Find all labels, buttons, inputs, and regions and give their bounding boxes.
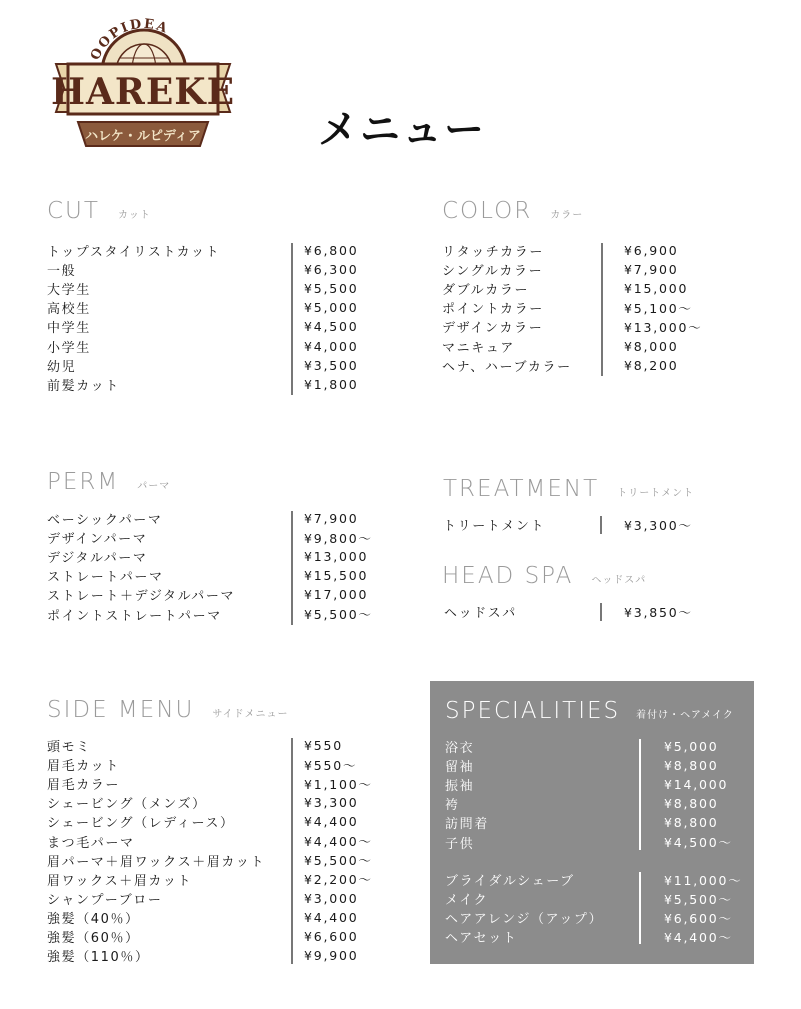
menu-item-name: ストレート＋デジタルパーマ — [47, 589, 236, 605]
specialities-divider-2 — [639, 872, 641, 944]
menu-row — [445, 889, 745, 908]
menu-item-name: シャンプーブロー — [47, 892, 163, 908]
salon-logo — [48, 14, 238, 152]
menu-item-name: デザインカラー — [442, 321, 544, 337]
color-section — [442, 198, 762, 375]
menu-row — [445, 737, 745, 756]
menu-row — [445, 813, 745, 832]
menu-row — [47, 528, 387, 547]
menu-item-price: ¥6,900 — [624, 243, 679, 259]
headspa-list — [442, 602, 762, 621]
specialities-divider-1 — [639, 739, 641, 850]
menu-item-price: ¥15,500 — [304, 568, 369, 584]
menu-row — [47, 604, 387, 623]
menu-item-name: トリートメント — [443, 519, 546, 535]
cut-divider — [291, 243, 293, 395]
menu-item-price: ¥4,500～ — [664, 835, 733, 851]
menu-row — [442, 602, 762, 621]
specialities-list-bridal — [445, 870, 745, 946]
menu-item-name: 留袖 — [445, 760, 475, 776]
menu-row — [47, 889, 387, 908]
menu-item-name: デザインパーマ — [47, 532, 148, 548]
cut-list — [47, 241, 387, 394]
menu-item-price: ¥13,000 — [304, 549, 369, 565]
treatment-heading-jp: トリートメント — [617, 488, 695, 499]
menu-item-name: 小学生 — [47, 340, 91, 356]
logo-sub-text: ハレケ・ルピディア — [85, 129, 201, 144]
cut-heading: CUT — [47, 198, 100, 224]
color-list — [442, 241, 762, 375]
menu-row — [445, 775, 745, 794]
menu-row — [47, 336, 387, 355]
menu-item-price: ¥3,300～ — [624, 517, 693, 533]
menu-item-price: ¥4,500 — [304, 319, 359, 335]
menu-item-name: 前髪カット — [47, 378, 120, 394]
menu-item-name: まつ毛パーマ — [47, 835, 135, 851]
menu-item-name: ポイントストレートパーマ — [47, 608, 222, 624]
menu-item-name: 子供 — [445, 836, 475, 852]
menu-row — [47, 298, 387, 317]
menu-item-name: ベーシックパーマ — [47, 513, 163, 529]
menu-item-price: ¥4,400 — [304, 909, 359, 925]
menu-item-price: ¥5,500～ — [664, 891, 733, 907]
logo-main-text: HAREKE — [50, 71, 236, 113]
menu-item-name: 訪問着 — [445, 817, 489, 833]
menu-item-name: ポイントカラー — [442, 302, 544, 318]
color-heading-jp: カラー — [550, 210, 584, 221]
menu-item-price: ¥5,100～ — [624, 300, 693, 316]
menu-item-price: ¥17,000 — [304, 587, 369, 603]
menu-item-price: ¥5,500～ — [304, 853, 373, 869]
perm-divider — [291, 511, 293, 625]
headspa-section — [442, 563, 762, 621]
menu-item-price: ¥4,400～ — [664, 929, 733, 945]
menu-row — [47, 870, 387, 889]
menu-item-price: ¥3,500 — [304, 357, 359, 373]
menu-item-price: ¥7,900 — [624, 262, 679, 278]
menu-item-name: シェービング（メンズ） — [47, 797, 207, 813]
menu-item-price: ¥6,600 — [304, 928, 359, 944]
menu-item-price: ¥550～ — [304, 757, 358, 773]
menu-item-name: 振袖 — [445, 779, 475, 795]
menu-row — [47, 547, 387, 566]
perm-heading-jp: パーマ — [137, 481, 171, 492]
menu-item-name: ブライダルシェーブ — [445, 874, 575, 890]
menu-item-name: 強髪（40％） — [47, 911, 140, 927]
menu-item-name: 強髪（110％） — [47, 950, 150, 966]
menu-item-name: 眉毛カラー — [47, 778, 121, 794]
specialities-heading-jp: 着付け・ヘアメイク — [636, 710, 734, 721]
menu-row — [445, 832, 745, 851]
specialities-heading: SPECIALITIES — [445, 698, 621, 724]
menu-row — [47, 260, 387, 279]
treatment-divider — [600, 516, 602, 534]
menu-item-name: ヘッドスパ — [444, 606, 517, 622]
menu-item-price: ¥8,800 — [664, 815, 719, 831]
side-menu-list — [47, 736, 387, 965]
menu-item-price: ¥11,000～ — [664, 872, 743, 888]
side-menu-divider — [291, 738, 293, 964]
menu-row — [445, 794, 745, 813]
menu-row — [47, 736, 387, 755]
menu-row — [47, 356, 387, 375]
menu-row — [47, 509, 387, 528]
menu-item-name: 頭モミ — [47, 740, 91, 756]
menu-item-price: ¥9,900 — [304, 948, 359, 964]
menu-item-name: ヘアセット — [445, 931, 518, 947]
perm-list — [47, 509, 387, 624]
menu-item-name: 浴衣 — [445, 741, 475, 757]
menu-item-name: 眉毛カット — [47, 759, 120, 775]
menu-row — [47, 317, 387, 336]
color-heading: COLOR — [442, 198, 533, 224]
menu-row — [445, 908, 745, 927]
menu-item-price: ¥5,000 — [304, 300, 359, 316]
menu-item-price: ¥1,100～ — [304, 776, 373, 792]
menu-item-price: ¥6,800 — [304, 243, 359, 259]
menu-row — [445, 870, 745, 889]
menu-row — [47, 585, 387, 604]
menu-item-name: シェービング（レディース） — [47, 816, 235, 832]
menu-item-name: リタッチカラー — [442, 245, 544, 261]
menu-item-price: ¥5,000 — [664, 739, 719, 755]
menu-item-price: ¥8,800 — [664, 758, 719, 774]
menu-row — [47, 851, 387, 870]
menu-item-price: ¥15,000 — [624, 281, 689, 297]
menu-item-price: ¥4,000 — [304, 338, 359, 354]
menu-item-name: ヘアアレンジ（アップ） — [445, 912, 604, 928]
menu-item-name: 眉ワックス＋眉カット — [47, 873, 193, 889]
headspa-divider — [600, 603, 602, 621]
perm-section — [47, 469, 387, 624]
menu-row — [445, 927, 745, 946]
menu-item-name: メイク — [445, 893, 489, 909]
menu-item-price: ¥6,600～ — [664, 910, 733, 926]
menu-item-name: 大学生 — [47, 283, 91, 299]
side-menu-heading-jp: サイドメニュー — [212, 709, 289, 720]
menu-item-price: ¥9,800～ — [304, 530, 373, 546]
headspa-heading: HEAD SPA — [442, 563, 574, 589]
treatment-list — [443, 515, 763, 534]
menu-item-price: ¥8,800 — [664, 796, 719, 812]
menu-item-name: デジタルパーマ — [47, 551, 148, 567]
menu-item-price: ¥5,500 — [304, 281, 359, 297]
menu-item-price: ¥4,400～ — [304, 834, 373, 850]
menu-item-name: シングルカラー — [442, 264, 544, 280]
treatment-section — [443, 476, 763, 534]
menu-item-price: ¥4,400 — [304, 814, 359, 830]
menu-item-price: ¥7,900 — [304, 511, 359, 527]
color-divider — [601, 243, 603, 376]
menu-item-name: 中学生 — [47, 321, 91, 337]
specialities-box — [430, 681, 754, 964]
menu-item-price: ¥3,000 — [304, 890, 359, 906]
menu-item-name: 高校生 — [47, 302, 91, 318]
menu-row — [443, 515, 763, 534]
menu-row — [47, 908, 387, 927]
menu-row — [47, 241, 387, 260]
menu-item-name: ヘナ、ハーブカラー — [442, 359, 572, 375]
menu-row — [47, 812, 387, 831]
menu-item-price: ¥3,300 — [304, 795, 359, 811]
menu-item-name: 一般 — [47, 264, 77, 280]
menu-row — [47, 774, 387, 793]
menu-item-price: ¥8,000 — [624, 338, 679, 354]
menu-row — [47, 946, 387, 965]
menu-row — [47, 831, 387, 850]
perm-heading: PERM — [47, 469, 120, 495]
side-menu-section — [47, 697, 387, 965]
menu-item-price: ¥550 — [304, 738, 344, 754]
menu-item-name: 幼児 — [47, 359, 77, 375]
menu-item-name: 袴 — [445, 798, 460, 814]
menu-item-name: マニキュア — [442, 340, 516, 356]
headspa-heading-jp: ヘッドスパ — [591, 575, 647, 586]
menu-item-price: ¥13,000～ — [624, 319, 703, 335]
menu-item-name: ストレートパーマ — [47, 570, 164, 586]
side-menu-heading: SIDE MENU — [47, 697, 195, 723]
menu-item-price: ¥14,000 — [664, 777, 729, 793]
menu-item-name: 強髪（60％） — [47, 930, 140, 946]
menu-item-price: ¥8,200 — [624, 357, 679, 373]
menu-row — [47, 793, 387, 812]
cut-section — [47, 198, 387, 394]
menu-item-name: 眉パーマ＋眉ワックス＋眉カット — [47, 854, 266, 870]
menu-item-price: ¥3,850～ — [624, 604, 693, 620]
menu-item-name: トップスタイリストカット — [47, 245, 221, 261]
cut-heading-jp: カット — [117, 210, 151, 221]
menu-item-price: ¥5,500～ — [304, 607, 373, 623]
menu-row — [47, 566, 387, 585]
menu-item-price: ¥6,300 — [304, 262, 359, 278]
menu-row — [445, 756, 745, 775]
menu-row — [47, 375, 387, 394]
page-title: メニュー — [318, 106, 486, 153]
menu-item-name: ダブルカラー — [442, 283, 530, 299]
treatment-heading: TREATMENT — [443, 476, 600, 502]
menu-row — [47, 279, 387, 298]
menu-item-price: ¥1,800 — [304, 376, 359, 392]
menu-item-price: ¥2,200～ — [304, 872, 373, 888]
specialities-list-kimono — [445, 737, 745, 852]
logo-arc-text: OOPIDEA — [88, 16, 171, 63]
menu-row — [47, 755, 387, 774]
menu-row — [47, 927, 387, 946]
